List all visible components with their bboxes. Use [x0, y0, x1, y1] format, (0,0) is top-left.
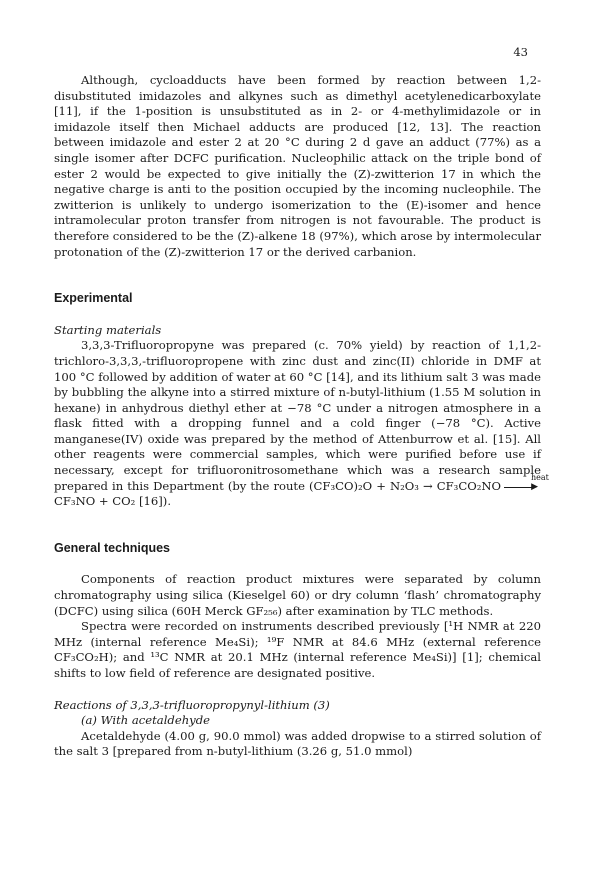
starting-materials-body: 3,3,3-Trifluoropropyne was prepared (c. 70% yield) by reaction of 1,1,2-trichloro-3,3,3,-trifluoropropene with zinc dust and zinc(II) chloride in DMF at 100 °C followed by addition of water at 60 °C [14], and its lithium salt 3 was made by bubbling the alkyne into a stirred mixture of n-butyl-lithium (1.55 M solution in hexane) in anhydrous diethyl ether at −78 °C under a nitrogen atmosphere in a flask fitted with a dropping funnel and a cold finger (−78 °C). Active manganese(IV) oxide was prepared by the method of Attenburrow et al. [15]. All other reagents were commercial samples, which were purified before use if necessary, except for trifluoronitrosomethane which was a research sample prepared in this Department (by the route — [54, 338, 541, 493]
intro-paragraph: Although, cycloadducts have been formed by reaction between 1,2-disubstituted imidazoles and alkynes such as dimethyl acetylenedicarboxylate [11], if the 1-position is unsubstituted as in 2- or 4-methylimidazole or in imidazole itself then Michael adducts are produced [12, 13]. The reaction between imidazole and ester 2 at 20 °C during 2 d gave an adduct (77%) as a single isomer after DCFC purification. Nucleophilic attack on the triple bond of ester 2 would be expected to give initially the (Z)-zwitterion 17 in which the negative charge is anti to the position occupied by the incoming nucleophile. The zwitterion is unlikely to undergo isomerization to the (E)-isomer and hence intramolecular proton transfer from nitrogen is not favourable. The product is therefore considered to be the (Z)-alkene 18 (97%), which arose by intermolecular protonation of the (Z)-zwitterion 17 or the derived carbanion. — [54, 73, 541, 259]
general-techniques-heading: General techniques — [54, 540, 171, 555]
reactions-text: Acetaldehyde (4.00 g, 90.0 mmol) was added dropwise to a stirred solution of the salt 3 [prepared from n-butyl-lithium (3.26 g, 51.0 mmol) — [54, 728, 541, 759]
reactions-subtitle: (a) With acetaldehyde — [81, 713, 211, 728]
starting-materials-title: Starting materials — [54, 322, 162, 337]
starting-materials-text — [54, 338, 549, 510]
heat-arrow: heat ▶ — [504, 482, 538, 492]
experimental-heading: Experimental — [54, 291, 133, 306]
route-right: CF₃NO + CO₂ [16]). — [54, 494, 172, 509]
general-techniques-para2: Spectra were recorded on instruments described previously [¹H NMR at 220 MHz (internal reference Me₄Si); ¹⁹F NMR at 84.6 MHz (external reference CF₃CO₂H); and ¹³C NMR at 20.1 MHz (internal reference Me₄Si)] [1]; chemical shifts to low field of reference are designated positive. — [54, 619, 541, 680]
general-techniques-para1: Components of reaction product mixtures were separated by column chromatography using silica (Kieselgel 60) or dry column ‘flash’ chromatography (DCFC) using silica (60H Merck GF₂₅₆) after examination by TLC methods. — [54, 572, 541, 618]
route-left: (CF₃CO)₂O + N₂O₃ → CF₃CO₂NO — [309, 478, 501, 493]
reactions-title: Reactions of 3,3,3-trifluoropropynyl-lithium (3) — [54, 697, 330, 712]
page-body — [54, 73, 549, 760]
page-number: 43 — [513, 45, 528, 59]
arrow-label: heat — [531, 472, 549, 482]
